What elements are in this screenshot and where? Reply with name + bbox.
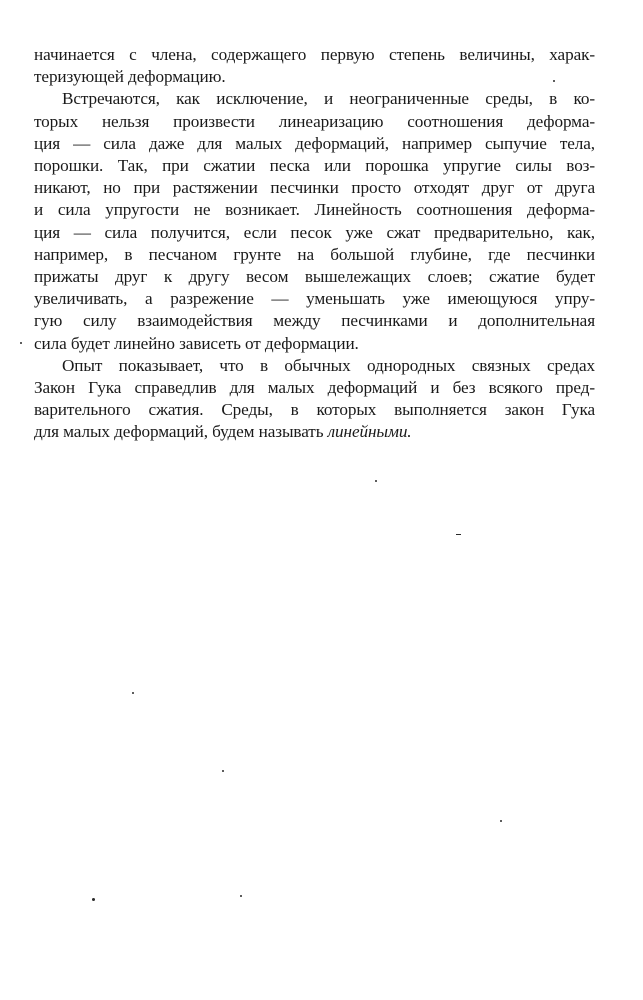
scan-speck xyxy=(456,534,461,535)
text-line: гую силу взаимодействия между песчинками и дополнительная xyxy=(34,311,595,331)
text-line: варительного сжатия. Среды, в которых выполняется закон Гука xyxy=(34,400,595,420)
scan-speck xyxy=(92,898,95,901)
emphasized-term: линейными. xyxy=(327,422,412,442)
scan-speck xyxy=(240,895,242,897)
text-line: сила будет линейно зависеть от деформации. xyxy=(34,333,359,353)
text-line: ция — сила даже для малых деформаций, например сыпучие тела, xyxy=(34,133,595,153)
text-line: и сила упругости не возникает. Линейность соотношения деформа- xyxy=(34,200,595,220)
text-line: порошки. Так, при сжатии песка или порошка упругие силы воз- xyxy=(34,156,595,176)
text-line-lead: для малых деформаций, будем называть xyxy=(34,422,328,442)
scan-speck xyxy=(20,342,22,344)
text-line: теризующей деформацию. xyxy=(34,67,226,87)
scan-speck xyxy=(375,480,377,482)
scan-speck xyxy=(222,770,224,772)
text-line: Встречаются, как исключение, и неограниченные среды, в ко- xyxy=(62,89,595,109)
page-text xyxy=(34,44,595,444)
text-line xyxy=(34,421,595,443)
paragraph-1 xyxy=(34,44,595,88)
text-line: никают, но при растяжении песчинки просто отходят друг от друга xyxy=(34,178,595,198)
text-line: например, в песчаном грунте на большой глубине, где песчинки xyxy=(34,244,595,264)
paragraph-2 xyxy=(34,88,595,354)
text-line: ция — сила получится, если песок уже сжат предварительно, как, xyxy=(34,222,595,242)
text-line: начинается с члена, содержащего первую степень величины, харак- xyxy=(34,45,595,64)
scan-speck xyxy=(132,692,134,694)
text-line: увеличивать, а разрежение — уменьшать уже имеющуюся упру- xyxy=(34,289,595,309)
text-line: Опыт показывает, что в обычных однородных связных средах xyxy=(62,355,595,375)
scan-speck xyxy=(500,820,502,822)
scan-speck xyxy=(553,80,555,82)
text-line: торых нельзя произвести линеаризацию соотношения деформа- xyxy=(34,111,595,131)
text-line: Закон Гука справедлив для малых деформаций и без всякого пред- xyxy=(34,378,595,398)
text-line: прижаты друг к другу весом вышележащих слоев; сжатие будет xyxy=(34,267,595,287)
paragraph-3 xyxy=(34,355,595,444)
